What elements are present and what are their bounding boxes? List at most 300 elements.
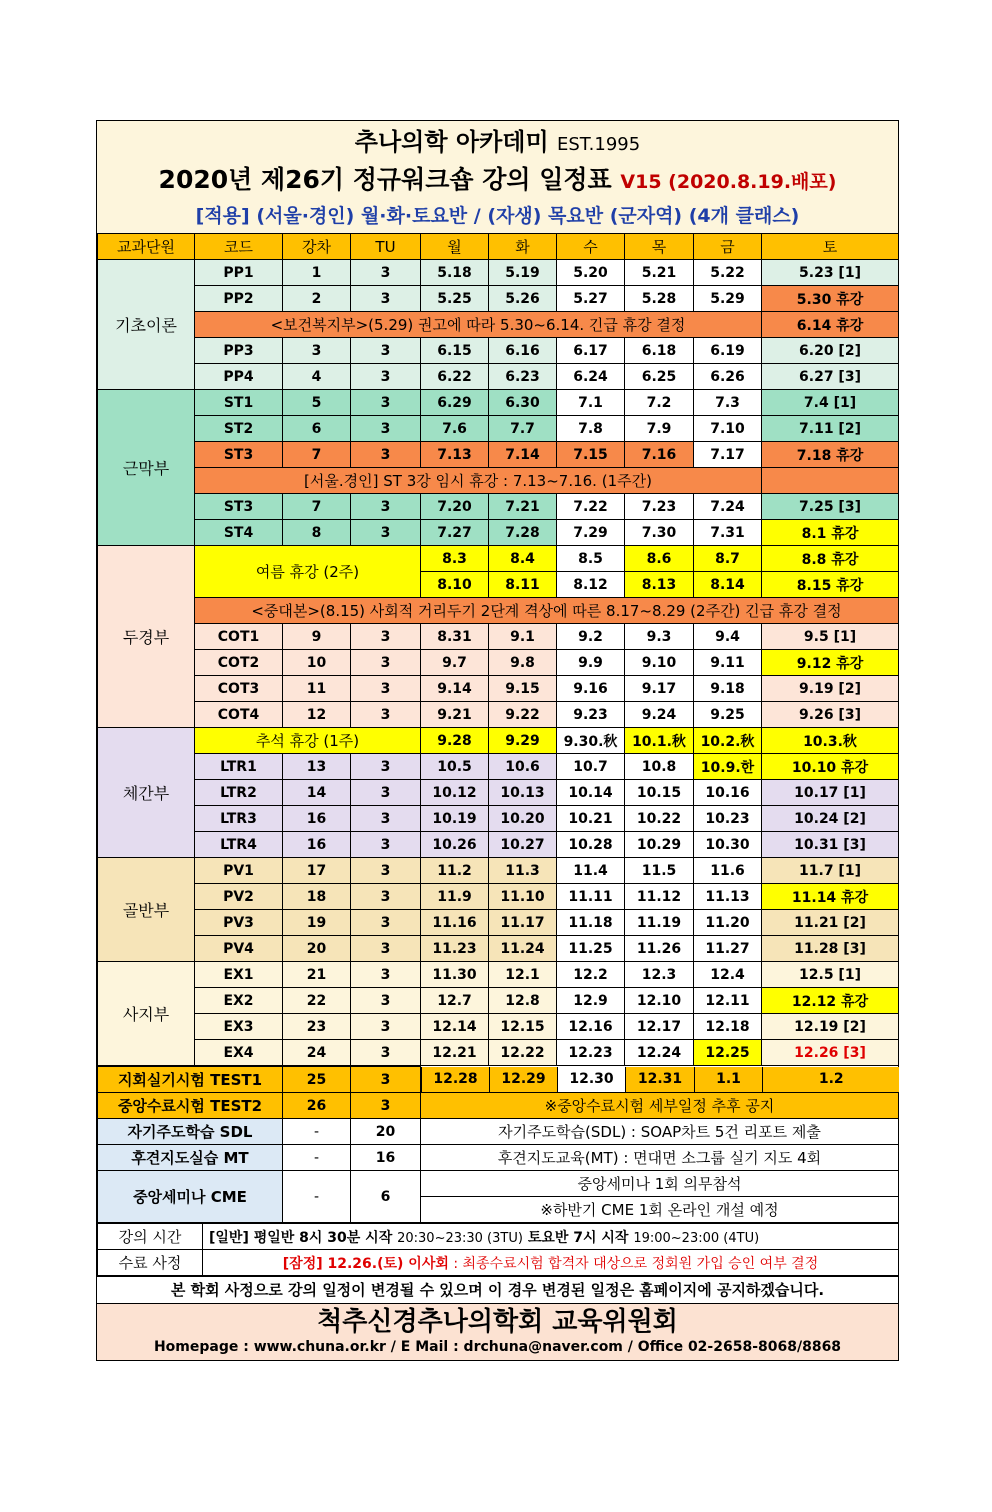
table-cell: 7.20 [421, 494, 489, 520]
chuseok-day: 9.30.秋 [557, 728, 625, 754]
table-cell: 7.30 [625, 520, 694, 546]
table-cell: 10.23 [694, 806, 762, 832]
table-cell: 7.22 [557, 494, 625, 520]
saturday-date: 6.27 [3] [762, 364, 899, 390]
table-header-row [98, 234, 899, 260]
summer-day: 8.10 [421, 572, 489, 598]
course-code: PP3 [195, 338, 283, 364]
table-row [98, 806, 899, 832]
summer-day: 8.5 [557, 546, 625, 572]
table-cell: 7.29 [557, 520, 625, 546]
table-cell: 12.9 [557, 988, 625, 1014]
test1-label: 지회실기시험 TEST1 [98, 1067, 283, 1093]
test1-row [98, 1067, 899, 1093]
table-cell: 12.14 [421, 1014, 489, 1040]
version-text: V15 (2020.8.19.배포) [620, 171, 837, 193]
applies-line: [적용] (서울·경인) 월·화·토요반 / (자생) 목요반 (군자역) (4개 클래스) [195, 205, 800, 227]
table-cell: 13 [283, 754, 351, 780]
table-cell: 5.21 [625, 260, 694, 286]
table-cell: 11.12 [625, 884, 694, 910]
table-cell: 5.26 [489, 286, 557, 312]
table-cell: 10.15 [625, 780, 694, 806]
chuseok-day: 9.28 [421, 728, 489, 754]
table-cell: 3 [351, 780, 421, 806]
table-cell: 12.3 [625, 962, 694, 988]
table-cell: 9.16 [557, 676, 625, 702]
col-header: 목 [625, 234, 694, 260]
table-cell: 6.22 [421, 364, 489, 390]
footer-org: 척추신경추나의학회 교육위원회 [317, 1307, 678, 1337]
chuseok-break: 추석 휴강 (1주) [195, 728, 421, 754]
table-cell: 9.1 [489, 624, 557, 650]
table-row [98, 442, 899, 468]
table-cell: 5.28 [625, 286, 694, 312]
table-cell: 7.24 [694, 494, 762, 520]
course-code: LTR4 [195, 832, 283, 858]
col-header: 수 [557, 234, 625, 260]
chuseok-day: 10.3.秋 [762, 728, 899, 754]
saturday-date: 10.17 [1] [762, 780, 899, 806]
saturday-date: 11.21 [2] [762, 910, 899, 936]
table-cell: 3 [351, 416, 421, 442]
table-cell: 12.10 [625, 988, 694, 1014]
completion-desc: : 최종수료시험 합격자 대상으로 정회원 가입 승인 여부 결정 [448, 1255, 819, 1272]
saturday-date: 8.1 휴강 [762, 520, 899, 546]
time-saturday: 토요반 7시 시작 [527, 1229, 629, 1246]
table-row [98, 962, 899, 988]
table-cell: 12 [283, 702, 351, 728]
table-row [98, 260, 899, 286]
table-cell: 12.16 [557, 1014, 625, 1040]
table-row [98, 520, 899, 546]
saturday-date: 5.23 [1] [762, 260, 899, 286]
saturday-date: 6.20 [2] [762, 338, 899, 364]
covid-notice-basic: <보건복지부>(5.29) 권고에 따라 5.30~6.14. 긴급 휴강 결정 [195, 312, 762, 338]
covid-notice-basic-sat: 6.14 휴강 [762, 312, 899, 338]
table-row [98, 884, 899, 910]
course-code: COT2 [195, 650, 283, 676]
table-cell: 10.14 [557, 780, 625, 806]
completion-value [203, 1250, 899, 1276]
table-cell: 10 [283, 650, 351, 676]
saturday-date: 9.12 휴강 [762, 650, 899, 676]
mt-row [98, 1145, 899, 1171]
summer-day: 8.4 [489, 546, 557, 572]
saturday-date: 7.11 [2] [762, 416, 899, 442]
table-cell: 11.4 [557, 858, 625, 884]
table-cell: 21 [283, 962, 351, 988]
table-cell: 11.19 [625, 910, 694, 936]
table-row [98, 338, 899, 364]
table-cell: 11.30 [421, 962, 489, 988]
table-cell: 3 [351, 520, 421, 546]
table-cell: 11.26 [625, 936, 694, 962]
table-cell: 7 [283, 494, 351, 520]
table-cell: 11.24 [489, 936, 557, 962]
summer-day: 8.13 [625, 572, 694, 598]
schedule-title [97, 159, 898, 201]
table-cell: 9.24 [625, 702, 694, 728]
col-header: 강차 [283, 234, 351, 260]
info-table [97, 1223, 899, 1276]
table-row [98, 390, 899, 416]
time-saturday-hours: 19:00~23:00 (4TU) [633, 1230, 760, 1246]
table-cell: 11.13 [694, 884, 762, 910]
change-notice: 본 학회 사정으로 강의 일정이 변경될 수 있으며 이 경우 변경된 일정은 홈페이지에 공지하겠습니다. [97, 1276, 898, 1303]
table-cell: 12.21 [421, 1040, 489, 1066]
table-cell: 11.9 [421, 884, 489, 910]
cme-label: 중앙세미나 CME [98, 1171, 283, 1223]
cme-note2: ※하반기 CME 1회 온라인 개설 예정 [421, 1197, 899, 1223]
table-cell: 7.28 [489, 520, 557, 546]
table-row [98, 780, 899, 806]
table-cell: 9.22 [489, 702, 557, 728]
table-cell: 12.4 [694, 962, 762, 988]
table-cell: 11.11 [557, 884, 625, 910]
table-cell: 9.2 [557, 624, 625, 650]
table-cell: 10.12 [421, 780, 489, 806]
summer-day: 8.15 휴강 [762, 572, 899, 598]
table-row [98, 858, 899, 884]
course-code: EX3 [195, 1014, 283, 1040]
table-cell: 10.19 [421, 806, 489, 832]
table-cell: 7.17 [694, 442, 762, 468]
summer-day: 8.12 [557, 572, 625, 598]
saturday-date: 7.25 [3] [762, 494, 899, 520]
table-cell: 9.23 [557, 702, 625, 728]
subtitle-text: 2020년 제26기 정규워크숍 강의 일정표 [158, 165, 612, 194]
course-code: PV3 [195, 910, 283, 936]
summer-day: 8.8 휴강 [762, 546, 899, 572]
test1-days [421, 1067, 899, 1093]
category-pelvis: 골반부 [98, 858, 195, 962]
table-cell: 11 [283, 676, 351, 702]
saturday-date: 9.26 [3] [762, 702, 899, 728]
table-cell: 1 [283, 260, 351, 286]
summer-day: 8.14 [694, 572, 762, 598]
col-header: TU [351, 234, 421, 260]
course-code: ST3 [195, 442, 283, 468]
category-muscle: 근막부 [98, 390, 195, 546]
table-cell: 3 [351, 364, 421, 390]
saturday-date: 11.14 휴강 [762, 884, 899, 910]
table-cell: 3 [351, 884, 421, 910]
table-cell: 6.26 [694, 364, 762, 390]
table-row [98, 754, 899, 780]
summer-day: 8.11 [489, 572, 557, 598]
notice-row [98, 598, 899, 624]
table-cell: 3 [351, 286, 421, 312]
table-cell: 10.26 [421, 832, 489, 858]
test2-label: 중앙수료시험 TEST2 [98, 1093, 283, 1119]
table-cell: 12.23 [557, 1040, 625, 1066]
course-code: ST2 [195, 416, 283, 442]
course-code: PP1 [195, 260, 283, 286]
table-row [98, 650, 899, 676]
table-cell: 9.10 [625, 650, 694, 676]
col-header: 화 [489, 234, 557, 260]
table-cell: 8.31 [421, 624, 489, 650]
table-cell: 3 [351, 936, 421, 962]
table-cell: 9.21 [421, 702, 489, 728]
table-cell: 10.13 [489, 780, 557, 806]
table-cell: 10.30 [694, 832, 762, 858]
category-trunk: 체간부 [98, 728, 195, 858]
mt-note: 후견지도교육(MT) : 면대면 소그룹 실기 지도 4회 [421, 1145, 899, 1171]
course-code: PP2 [195, 286, 283, 312]
table-cell: 7.21 [489, 494, 557, 520]
cme-num: - [283, 1171, 351, 1223]
table-cell: 10.8 [625, 754, 694, 780]
table-cell: 7.31 [694, 520, 762, 546]
table-cell: 3 [351, 988, 421, 1014]
table-cell: 7.14 [489, 442, 557, 468]
table-row [98, 988, 899, 1014]
table-cell: 3 [351, 962, 421, 988]
table-row [98, 494, 899, 520]
table-cell: 17 [283, 858, 351, 884]
table-cell: 9 [283, 624, 351, 650]
saturday-date: 9.19 [2] [762, 676, 899, 702]
table-cell: 9.8 [489, 650, 557, 676]
table-cell: 3 [351, 1040, 421, 1066]
cme-note1: 중앙세미나 1회 의무참석 [421, 1171, 899, 1197]
covid-notice-head: <중대본>(8.15) 사회적 거리두기 2단계 격상에 따른 8.17~8.29 (2주간) 긴급 휴강 결정 [195, 598, 899, 624]
test1-day: 1.1 [695, 1067, 763, 1092]
table-row [98, 416, 899, 442]
col-header: 금 [694, 234, 762, 260]
table-cell: 16 [283, 832, 351, 858]
col-header: 월 [421, 234, 489, 260]
table-cell: 18 [283, 884, 351, 910]
col-header: 토 [762, 234, 899, 260]
course-code: COT1 [195, 624, 283, 650]
table-cell: 3 [351, 260, 421, 286]
table-cell: 9.7 [421, 650, 489, 676]
document-footer [97, 1303, 898, 1360]
table-cell: 3 [351, 624, 421, 650]
category-limb: 사지부 [98, 962, 195, 1066]
table-cell: 6.30 [489, 390, 557, 416]
time-label: 강의 시간 [98, 1224, 203, 1250]
course-code: EX4 [195, 1040, 283, 1066]
table-cell: 7.15 [557, 442, 625, 468]
notice-row [98, 468, 899, 494]
table-cell: 5.20 [557, 260, 625, 286]
cme-tu: 6 [351, 1171, 421, 1223]
table-row [98, 676, 899, 702]
table-cell: 9.25 [694, 702, 762, 728]
course-code: LTR3 [195, 806, 283, 832]
chuseok-row [98, 728, 899, 754]
category-basic: 기초이론 [98, 260, 195, 390]
test1-day: 12.28 [422, 1067, 490, 1092]
test2-num: 26 [283, 1093, 351, 1119]
extra-table [97, 1066, 899, 1223]
course-code: PV4 [195, 936, 283, 962]
table-cell: 7.9 [625, 416, 694, 442]
table-cell: 10.29 [625, 832, 694, 858]
course-code: COT3 [195, 676, 283, 702]
test1-day: 1.2 [763, 1067, 899, 1092]
saturday-date: 10.24 [2] [762, 806, 899, 832]
table-cell: 5.27 [557, 286, 625, 312]
table-cell: 12.24 [625, 1040, 694, 1066]
table-cell: 3 [351, 806, 421, 832]
table-row [98, 832, 899, 858]
course-code: EX2 [195, 988, 283, 1014]
col-header: 교과단원 [98, 234, 195, 260]
table-cell: 12.11 [694, 988, 762, 1014]
table-cell: 4 [283, 364, 351, 390]
test2-row [98, 1093, 899, 1119]
table-cell: 7.1 [557, 390, 625, 416]
sdl-num: - [283, 1119, 351, 1145]
table-row [98, 1014, 899, 1040]
table-cell: 11.3 [489, 858, 557, 884]
course-code: LTR1 [195, 754, 283, 780]
table-cell: 3 [351, 676, 421, 702]
table-cell: 12.15 [489, 1014, 557, 1040]
saturday-date: 10.10 휴강 [762, 754, 899, 780]
table-cell: 2 [283, 286, 351, 312]
document-header [97, 121, 898, 233]
table-cell: 6.17 [557, 338, 625, 364]
table-cell: 11.6 [694, 858, 762, 884]
table-cell: 22 [283, 988, 351, 1014]
table-cell: 7.23 [625, 494, 694, 520]
test2-tu: 3 [351, 1093, 421, 1119]
table-cell: 11.23 [421, 936, 489, 962]
chuseok-day: 9.29 [489, 728, 557, 754]
test1-day: 12.30 [558, 1067, 626, 1092]
table-cell: 11.27 [694, 936, 762, 962]
schedule-document [96, 120, 899, 1361]
notice-row [98, 312, 899, 338]
table-cell: 16 [283, 806, 351, 832]
table-cell: 12.8 [489, 988, 557, 1014]
table-cell: 6.25 [625, 364, 694, 390]
title-text: 추나의학 아카데미 [354, 128, 549, 156]
table-cell: 10.9.한 [694, 754, 762, 780]
test2-note: ※중앙수료시험 세부일정 추후 공지 [421, 1093, 899, 1119]
saturday-date: 12.12 휴강 [762, 988, 899, 1014]
table-cell: 12.1 [489, 962, 557, 988]
saturday-date: 11.7 [1] [762, 858, 899, 884]
time-weekday: [일반] 평일반 8시 30분 시작 [209, 1229, 393, 1246]
cme-row [98, 1171, 899, 1197]
table-cell: 6.16 [489, 338, 557, 364]
course-code: ST1 [195, 390, 283, 416]
saturday-date: 9.5 [1] [762, 624, 899, 650]
table-cell: 11.25 [557, 936, 625, 962]
table-cell: 11.16 [421, 910, 489, 936]
saturday-date: 7.4 [1] [762, 390, 899, 416]
course-code: ST4 [195, 520, 283, 546]
course-code: LTR2 [195, 780, 283, 806]
sdl-note: 자기주도학습(SDL) : SOAP차트 5건 리포트 제출 [421, 1119, 899, 1145]
table-cell: 3 [351, 390, 421, 416]
saturday-date: 7.18 휴강 [762, 442, 899, 468]
table-cell: 3 [351, 754, 421, 780]
table-cell: 10.7 [557, 754, 625, 780]
table-cell: 3 [351, 442, 421, 468]
table-cell: 12.17 [625, 1014, 694, 1040]
table-cell: 10.28 [557, 832, 625, 858]
completion-row [98, 1250, 899, 1276]
summer-break: 여름 휴강 (2주) [195, 546, 421, 598]
course-code: PV2 [195, 884, 283, 910]
st-break-notice: [서울.경인] ST 3강 임시 휴강 : 7.13~7.16. (1주간) [195, 468, 762, 494]
table-cell: 3 [351, 832, 421, 858]
table-cell: 5.22 [694, 260, 762, 286]
table-cell: 6 [283, 416, 351, 442]
chuseok-day: 10.1.秋 [625, 728, 694, 754]
table-cell: 3 [351, 494, 421, 520]
table-cell: 10.5 [421, 754, 489, 780]
table-cell: 9.18 [694, 676, 762, 702]
table-cell: 11.10 [489, 884, 557, 910]
saturday-date: 12.26 [3] [762, 1040, 899, 1066]
time-weekday-hours: 20:30~23:30 (3TU) [397, 1230, 523, 1246]
schedule-table [97, 233, 899, 1066]
table-cell: 11.18 [557, 910, 625, 936]
table-cell: 7.2 [625, 390, 694, 416]
sdl-label: 자기주도학습 SDL [98, 1119, 283, 1145]
table-cell: 5.25 [421, 286, 489, 312]
table-cell: 10.27 [489, 832, 557, 858]
table-cell: 9.15 [489, 676, 557, 702]
table-cell: 12.25 [694, 1040, 762, 1066]
course-code: PV1 [195, 858, 283, 884]
course-code: EX1 [195, 962, 283, 988]
course-code: COT4 [195, 702, 283, 728]
est-text: EST.1995 [556, 134, 641, 155]
table-row [98, 364, 899, 390]
table-cell: 9.17 [625, 676, 694, 702]
table-cell: 10.6 [489, 754, 557, 780]
table-row [98, 1040, 899, 1066]
table-cell: 11.20 [694, 910, 762, 936]
table-cell: 9.9 [557, 650, 625, 676]
table-cell: 10.21 [557, 806, 625, 832]
table-cell: 12.7 [421, 988, 489, 1014]
table-cell: 7 [283, 442, 351, 468]
saturday-date: 12.19 [2] [762, 1014, 899, 1040]
mt-label: 후견지도실습 MT [98, 1145, 283, 1171]
table-cell: 7.6 [421, 416, 489, 442]
table-cell: 11.17 [489, 910, 557, 936]
course-code: PP4 [195, 364, 283, 390]
table-cell: 3 [351, 910, 421, 936]
table-cell: 12.2 [557, 962, 625, 988]
test1-day: 12.31 [626, 1067, 695, 1092]
table-cell: 10.20 [489, 806, 557, 832]
saturday-date: 12.5 [1] [762, 962, 899, 988]
academy-title [97, 121, 898, 159]
test1-day: 12.29 [490, 1067, 558, 1092]
table-cell: 9.14 [421, 676, 489, 702]
table-cell: 7.7 [489, 416, 557, 442]
saturday-date: 11.28 [3] [762, 936, 899, 962]
table-cell: 10.22 [625, 806, 694, 832]
table-cell: 6.23 [489, 364, 557, 390]
table-cell: 6.15 [421, 338, 489, 364]
saturday-date: 10.31 [3] [762, 832, 899, 858]
table-cell: 7.16 [625, 442, 694, 468]
time-value [203, 1224, 899, 1250]
summer-day: 8.7 [694, 546, 762, 572]
